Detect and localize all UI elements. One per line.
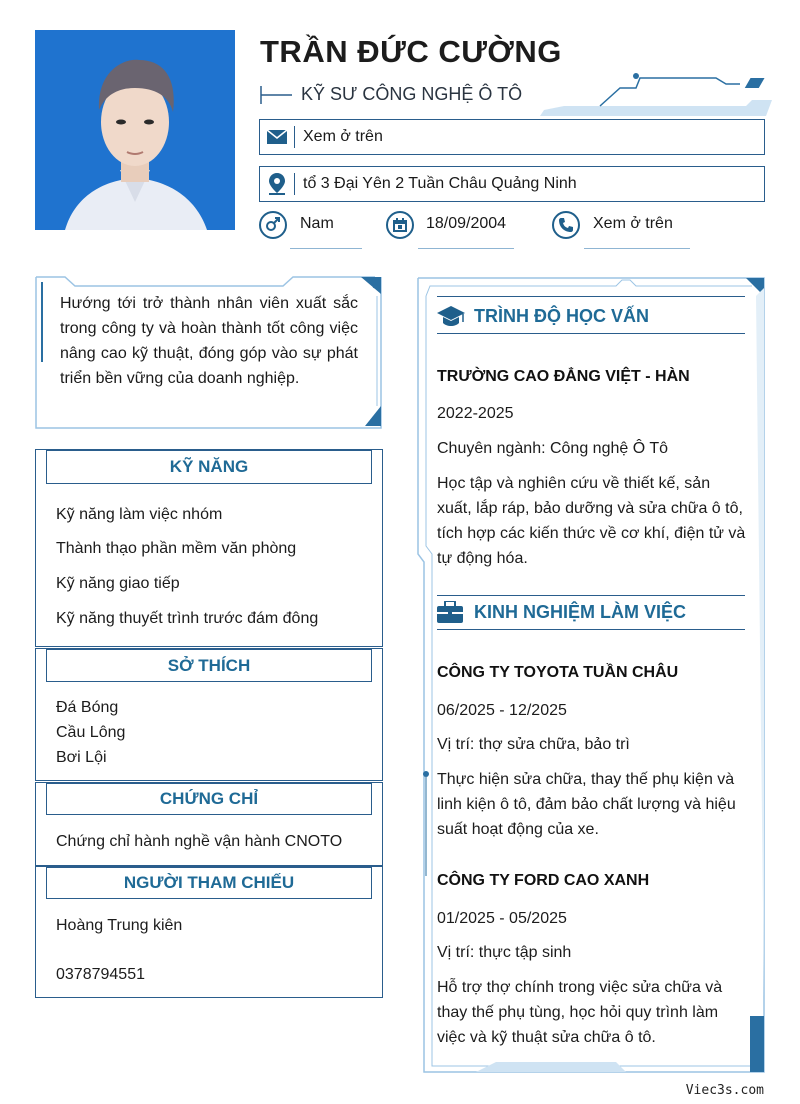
school-name: TRƯỜNG CAO ĐẲNG VIỆT - HÀN [437,368,690,385]
education-description: Học tập và nghiên cứu về thiết kế, sản xuất, lắp ráp, bảo dưỡng và sửa chữa ô tô, tích hợp các kiến thức về cơ khí, điện tử và tự động hóa. [437,475,746,567]
job-description: Hỗ trợ thợ chính trong việc sửa chữa và thay thế phụ tùng, học hỏi quy trình làm việc và kỹ thuật sửa chữa ô tô. [437,979,723,1046]
job-position: Vị trí: thợ sửa chữa, bảo trì [437,736,630,753]
candidate-name: TRẦN ĐỨC CƯỜNG [260,34,562,69]
gender-icon [259,211,287,239]
title-line-decoration [260,86,292,104]
location-pin-icon [260,173,295,195]
education-major: Chuyên ngành: Công nghệ Ô Tô [437,440,668,457]
phone-value: Xem ở trên [593,215,673,232]
gender-underline [290,248,362,249]
address-value: tổ 3 Đại Yên 2 Tuần Châu Quảng Ninh [303,175,577,192]
reference-name: Hoàng Trung kiên [56,917,183,934]
job-position: Vị trí: thực tập sinh [437,944,572,961]
email-row [259,119,765,155]
career-objective: Hướng tới trở thành nhân viên xuất sắc trong công ty và hoàn thành tốt công việc nâng cao kỹ thuật, đóng góp vào sự phát triển bền vững của doanh nghiệp. [60,295,358,387]
phone-info [552,211,580,239]
experience-top-rule [437,595,745,596]
job-period: 01/2025 - 05/2025 [437,910,567,927]
hobby-item: Đá Bóng [56,699,119,716]
experience-title: KINH NGHIỆM LÀM VIỆC [474,602,687,622]
job-description: Thực hiện sửa chữa, thay thế phụ kiện và linh kiện ô tô, đảm bảo chất lượng và hiệu suất hoạt động của xe. [437,771,736,838]
skills-title: KỸ NĂNG [46,450,372,484]
graduation-cap-icon [437,304,465,333]
phone-underline [584,248,690,249]
email-value: Xem ở trên [303,128,383,145]
address-row [259,166,765,202]
briefcase-icon [437,601,463,628]
references-title: NGƯỜI THAM CHIẾU [46,867,372,899]
profile-photo [35,30,235,230]
experience-bottom-rule [437,629,745,630]
birthday-value: 18/09/2004 [426,215,507,232]
education-period: 2022-2025 [437,405,514,422]
hobby-item: Bơi Lội [56,749,107,766]
skill-item: Kỹ năng làm việc nhóm [56,506,223,523]
certificates-title: CHỨNG CHỈ [46,783,372,815]
calendar-icon [386,211,414,239]
skill-item: Kỹ năng giao tiếp [56,575,180,592]
hobbies-title: SỞ THÍCH [46,649,372,682]
email-icon [260,126,295,148]
reference-phone: 0378794551 [56,966,145,983]
education-bottom-rule [437,333,745,334]
birthday-underline [418,248,514,249]
skill-item: Kỹ năng thuyết trình trước đám đông [56,610,319,627]
education-top-rule [437,296,745,297]
phone-icon [552,211,580,239]
watermark-text[interactable]: Viec3s.com [685,1083,764,1098]
certificate-item: Chứng chỉ hành nghề vận hành CNOTO [56,833,343,850]
gender-value: Nam [300,215,334,232]
job-company: CÔNG TY TOYOTA TUẦN CHÂU [437,664,679,681]
hobby-item: Cầu Lông [56,724,126,741]
birthday-info [386,211,414,239]
header-decoration [540,72,772,116]
gender-info [259,211,287,239]
job-title: KỸ SƯ CÔNG NGHỆ Ô TÔ [301,84,523,104]
job-period: 06/2025 - 12/2025 [437,702,567,719]
education-title: TRÌNH ĐỘ HỌC VẤN [474,306,649,326]
skill-item: Thành thạo phần mềm văn phòng [56,540,297,557]
job-company: CÔNG TY FORD CAO XANH [437,872,650,889]
